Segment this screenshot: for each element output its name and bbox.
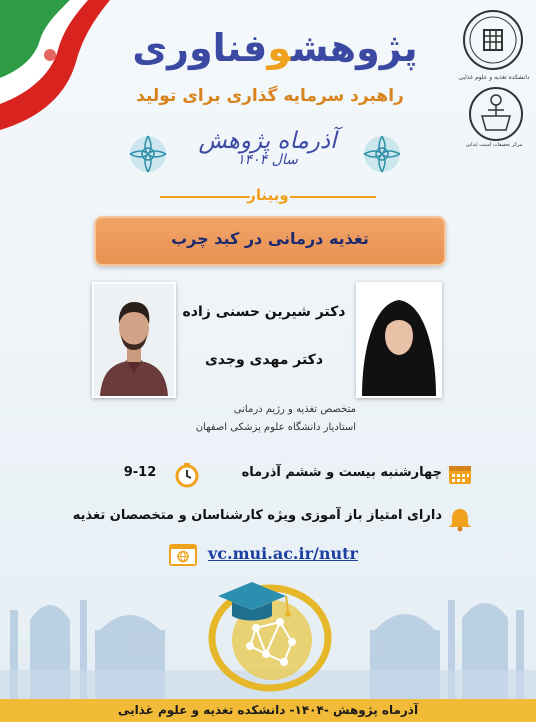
- event-date: چهارشنبه بیست و ششم آذرماه: [241, 465, 442, 480]
- speaker-title-line2: استادیار دانشگاه علوم پزشکی اصفهان: [195, 422, 356, 433]
- iran-flag-icon: [0, 0, 110, 130]
- speaker-name-1: دکتر شیرین حسنی زاده: [182, 304, 346, 320]
- university-name: دانشکده تغذیه و علوم غذایی: [458, 74, 530, 81]
- azarmah-title: [170, 128, 365, 188]
- subtitle: راهبرد سرمایه گذاری برای تولید: [136, 86, 404, 106]
- mandala-icon: [128, 134, 168, 174]
- bell-icon: [447, 506, 473, 532]
- topic-title: تغذیه درمانی در کبد چرب: [171, 229, 369, 248]
- main-title-part1: پژوهش: [291, 26, 418, 70]
- main-title: [110, 26, 440, 70]
- azarmah-label: آذرماه پژوهش: [198, 128, 337, 154]
- speaker-photo-female: [356, 282, 442, 398]
- year-label: سال ۱۴۰۴: [237, 152, 298, 168]
- speaker-name-2: دکتر مهدی وجدی: [204, 352, 324, 368]
- speaker-title-line1: متخصص تغذیه و رژیم درمانی: [233, 404, 356, 415]
- calendar-icon: [447, 462, 473, 488]
- university-logo-icon: [462, 6, 524, 74]
- event-time: 9-12: [123, 465, 157, 480]
- credit-note: دارای امتیاز باز آموزی ویژه کارشناسان و متخصصان تغذیه: [72, 508, 442, 523]
- research-center-logo-icon: [468, 86, 524, 142]
- footer-bar: [0, 699, 536, 722]
- research-center-name: مرکز تحقیقات امنیت غذایی: [465, 142, 523, 148]
- main-title-connector: و: [267, 26, 292, 70]
- footer-text: آذرماه پژوهش -۱۴۰۴- دانشکده تغذیه و علوم غذایی: [117, 703, 419, 717]
- webinar-label: وبینار: [247, 186, 289, 204]
- speaker-photo-male: [92, 282, 176, 398]
- graduation-cap-brain-emblem: [200, 566, 336, 696]
- webinar-link[interactable]: vc.mui.ac.ir/nutr: [208, 544, 358, 563]
- main-title-part2: فناوری: [132, 26, 268, 70]
- topic-banner: [94, 216, 446, 266]
- clock-icon: [174, 462, 200, 488]
- webinar-row: [130, 186, 406, 206]
- mandala-icon: [362, 134, 402, 174]
